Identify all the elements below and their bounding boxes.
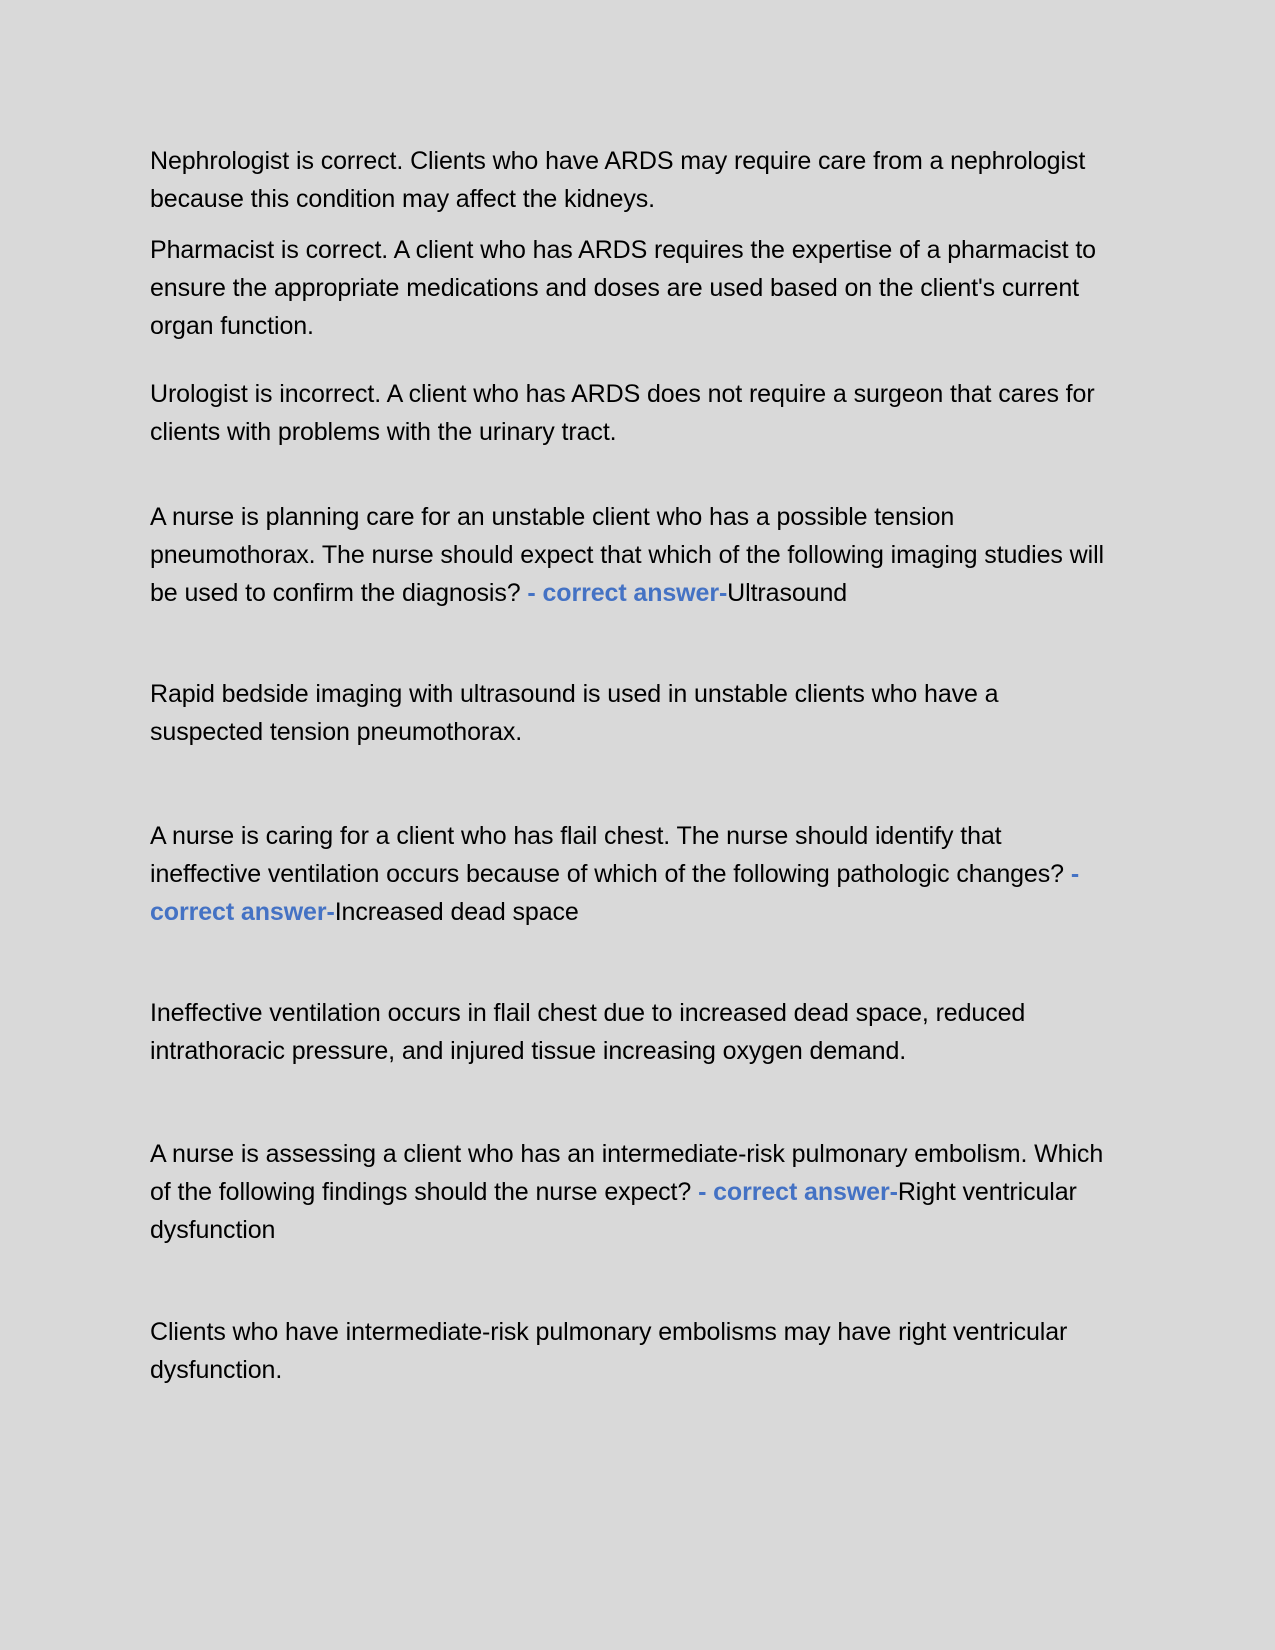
document-page [150, 0, 1105, 1650]
correct-answer-marker: - correct answer- [698, 1178, 898, 1206]
question-flail-chest [150, 817, 1105, 931]
explanation-pharmacist: Pharmacist is correct. A client who has ARDS requires the expertise of a pharmacist to ensure the appropriate medications and doses are used based on the client's current organ function. [150, 236, 1096, 340]
correct-answer-marker: - correct answer- [527, 579, 728, 607]
rationale-pulmonary-embolism: Clients who have intermediate-risk pulmonary embolisms may have right ventricular dysfunction. [150, 1318, 1068, 1384]
question-pulmonary-embolism [150, 1135, 1105, 1249]
rationale-flail-chest: Ineffective ventilation occurs in flail chest due to increased dead space, reduced intrathoracic pressure, and injured tissue increasing oxygen demand. [150, 999, 1026, 1065]
correct-answer-marker: - correct answer- [150, 860, 1080, 926]
question-tension-pneumothorax [150, 498, 1105, 612]
explanation-urologist: Urologist is incorrect. A client who has ARDS does not require a surgeon that cares for clients with problems with the urinary tract. [150, 380, 1095, 446]
question-text: A nurse is assessing a client who has an intermediate-risk pulmonary embolism. Which of the following findings should the nurse expect? [150, 1140, 1104, 1206]
answer-text: Ultrasound [727, 579, 848, 607]
answer-text: Increased dead space [334, 898, 579, 926]
explanation-nephrologist: Nephrologist is correct. Clients who have ARDS may require care from a nephrologist because this condition may affect the kidneys. [150, 147, 1086, 213]
rationale-tension-pneumothorax: Rapid bedside imaging with ultrasound is used in unstable clients who have a suspected tension pneumothorax. [150, 680, 999, 746]
answer-text: Right ventricular dysfunction [150, 1178, 1077, 1244]
question-text: A nurse is planning care for an unstable client who has a possible tension pneumothorax. The nurse should expect that which of the following imaging studies will be used to confirm the diagnosis? [150, 503, 1104, 607]
question-text: A nurse is caring for a client who has flail chest. The nurse should identify that ineffective ventilation occurs because of which of the following pathologic changes? [150, 822, 1064, 888]
